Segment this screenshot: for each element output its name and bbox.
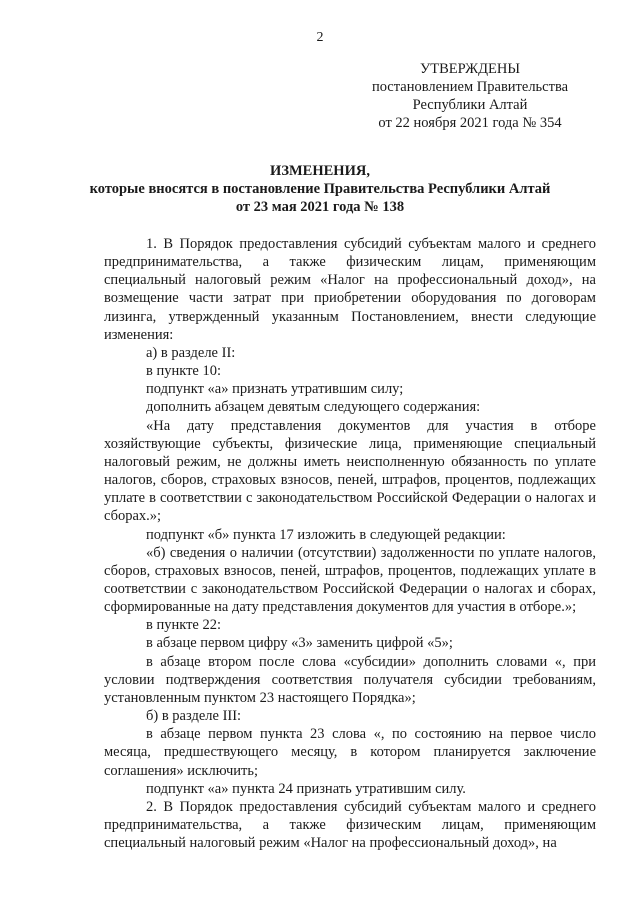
paragraph: в абзаце первом цифру «3» заменить цифрой «5»; [146,635,453,652]
paragraph: подпункт «б» пункта 17 изложить в следующей редакции: [146,526,506,543]
paragraph: 1. В Порядок предоставления субсидий субъектам малого и среднего предпринимательства, а также физическим лицам, применяющим специальный налоговый режим «Налог на профессиональный доход», на возмещение части затрат при приобретении оборудования по договорам лизинга, утвержденный указанным Постановлением, внести следующие изменения: [104,236,596,343]
paragraph: в пункте 22: [146,617,222,634]
paragraph: в абзаце первом пункта 23 слова «, по состоянию на первое число месяца, предшествующего месяцу, в котором планируется заключение соглашения» исключить; [104,726,596,779]
paragraph: подпункт «а» пункта 24 признать утратившим силу. [146,780,466,797]
paragraph: «б) сведения о наличии (отсутствии) задолженности по уплате налогов, сборов, страховых взносов, пеней, штрафов, процентов, подлежащих уплате в соответствии с законодательством Российской Федерации о налогах и сборах, сформированные на дату представления документов для участия в отборе.»; [104,544,596,616]
page-number: 2 [316,30,324,45]
approval-line: постановлением Правительства [371,79,569,95]
document-body [104,235,596,852]
heading-subtitle: которые вносятся в постановление Правительства Республики Алтай [89,181,551,197]
paragraph: дополнить абзацем девятым следующего содержания: [146,399,481,416]
paragraph: а) в разделе II: [146,344,236,361]
paragraph: «На дату представления документов для участия в отборе хозяйствующие субъекты, физические лица, применяющие специальный налоговый режим, не должны иметь неисполненную обязанность по уплате налогов, сборов, страховых взносов, пеней, штрафов, процентов, подлежащих уплате в соответствии с законодательством Российской Федерации о налогах и сборах.»; [104,417,596,525]
heading-subtitle: от 23 мая 2021 года № 138 [235,199,405,215]
document-heading [60,162,580,216]
paragraph: в пункте 10: [146,363,222,380]
paragraph: в абзаце втором после слова «субсидии» дополнить словами «, при условии подтверждения соответствия получателя субсидии требованиям, установленным пунктом 23 настоящего Порядка»; [104,653,596,706]
approval-line: Республики Алтай [412,97,528,113]
paragraph: б) в разделе III: [146,708,242,725]
heading-title: ИЗМЕНЕНИЯ, [270,163,370,179]
approval-title: УТВЕРЖДЕНЫ [419,61,521,77]
paragraph: подпункт «а» признать утратившим силу; [146,381,404,398]
paragraph: 2. В Порядок предоставления субсидий субъектам малого и среднего предпринимательства, а также физическим лицам, применяющим специальный налоговый режим «Налог на профессиональный доход», на [104,798,596,852]
approval-line: от 22 ноября 2021 года № 354 [378,115,562,131]
approval-block [360,60,580,132]
